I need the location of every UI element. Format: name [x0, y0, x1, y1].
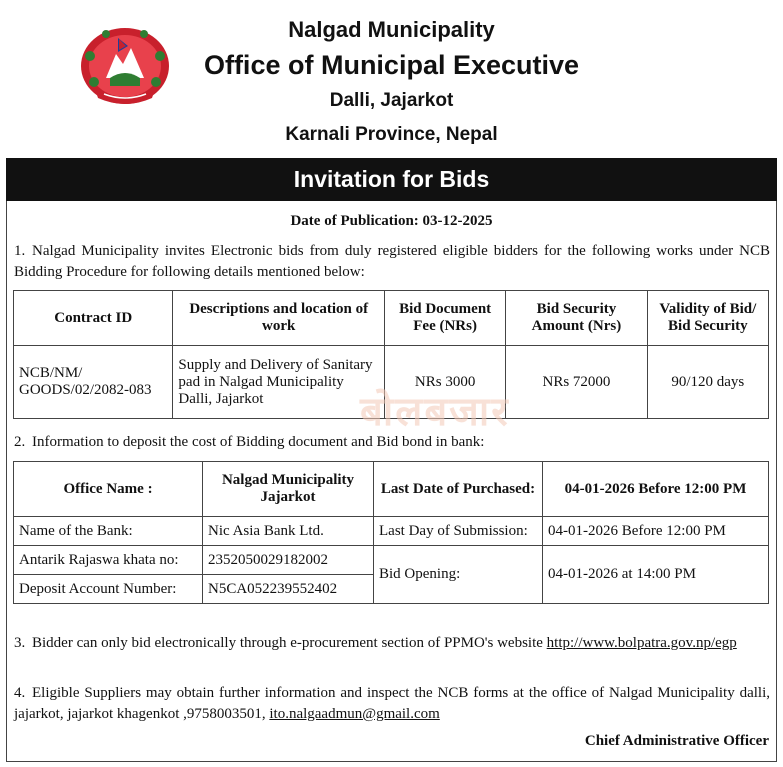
office-label-cell: Office Name : — [14, 462, 203, 517]
submission-value-cell: 04-01-2026 Before 12:00 PM — [543, 517, 769, 546]
item-1-text: Nalgad Municipality invites Electronic bids from duly registered eligible bidders for the following works under NCB Bidding Procedure for following details mentioned below: — [14, 243, 770, 280]
table-header-row — [14, 291, 769, 346]
bank-table — [13, 461, 769, 604]
bank-label-cell: Name of the Bank: — [14, 517, 203, 546]
notice-banner: Invitation for Bids — [6, 158, 777, 201]
table-row — [14, 546, 769, 575]
last-purchase-value-cell: 04-01-2026 Before 12:00 PM — [543, 462, 769, 517]
khata-label-cell: Antarik Rajaswa khata no: — [14, 546, 203, 575]
ppmo-website-link[interactable]: http://www.bolpatra.gov.np/egp — [546, 635, 737, 651]
table-row — [14, 462, 769, 517]
deposit-value-cell: N5CA052239552402 — [203, 575, 374, 604]
item-3-text: Bidder can only bid electronically through e-procurement section of PPMO's website — [32, 635, 543, 651]
item-2-text: Information to deposit the cost of Bidding document and Bid bond in bank: — [32, 434, 485, 450]
office-title: Office of Municipal Executive — [203, 50, 580, 80]
description-cell: Supply and Delivery of Sanitary pad in Nalgad Municipality Dalli, Jajarkot — [173, 346, 385, 419]
item-4-number: 4. — [14, 685, 26, 701]
item-1-number: 1. — [14, 243, 26, 259]
item-4 — [14, 683, 770, 725]
municipality-name: Nalgad Municipality — [288, 17, 495, 42]
location-line: Dalli, Jajarkot — [329, 90, 454, 111]
item-4-text: Eligible Suppliers may obtain further information and inspect the NCB forms at the office of Nalgad Municipality dalli, jajarkot, jajarkot khagenkot ,9758003501, — [14, 685, 770, 722]
col-description: Descriptions and location of work — [173, 291, 385, 346]
khata-value-cell: 2352050029182002 — [203, 546, 374, 575]
col-validity: Validity of Bid/ Bid Security — [647, 291, 768, 346]
watermark: बोलबजार — [360, 389, 510, 435]
last-purchase-label-cell: Last Date of Purchased: — [374, 462, 543, 517]
item-3 — [14, 633, 770, 654]
item-3-number: 3. — [14, 635, 26, 651]
letterhead — [0, 0, 783, 158]
bank-value-cell: Nic Asia Bank Ltd. — [203, 517, 374, 546]
validity-cell: 90/120 days — [647, 346, 768, 419]
province-line: Karnali Province, Nepal — [285, 124, 498, 145]
item-2-number: 2. — [14, 434, 26, 450]
deposit-label-cell: Deposit Account Number: — [14, 575, 203, 604]
document-fee-cell: NRs 3000 — [384, 346, 505, 419]
publication-date: Date of Publication: 03-12-2025 — [290, 213, 493, 229]
submission-label-cell: Last Day of Submission: — [374, 517, 543, 546]
item-2 — [14, 432, 770, 453]
table-row — [14, 517, 769, 546]
col-security-amount: Bid Security Amount (Nrs) — [506, 291, 647, 346]
office-value-cell: Nalgad Municipality Jajarkot — [203, 462, 374, 517]
col-document-fee: Bid Document Fee (NRs) — [384, 291, 505, 346]
contact-email-link[interactable]: ito.nalgaadmun@gmail.com — [269, 706, 440, 722]
opening-label-cell: Bid Opening: — [374, 546, 543, 604]
signature-line: Chief Administrative Officer — [584, 733, 769, 749]
col-contract-id: Contract ID — [14, 291, 173, 346]
security-amount-cell: NRs 72000 — [506, 346, 647, 419]
item-1 — [14, 241, 770, 283]
opening-value-cell: 04-01-2026 at 14:00 PM — [543, 546, 769, 604]
contract-id-cell: NCB/NM/ GOODS/02/2082-083 — [14, 346, 173, 419]
